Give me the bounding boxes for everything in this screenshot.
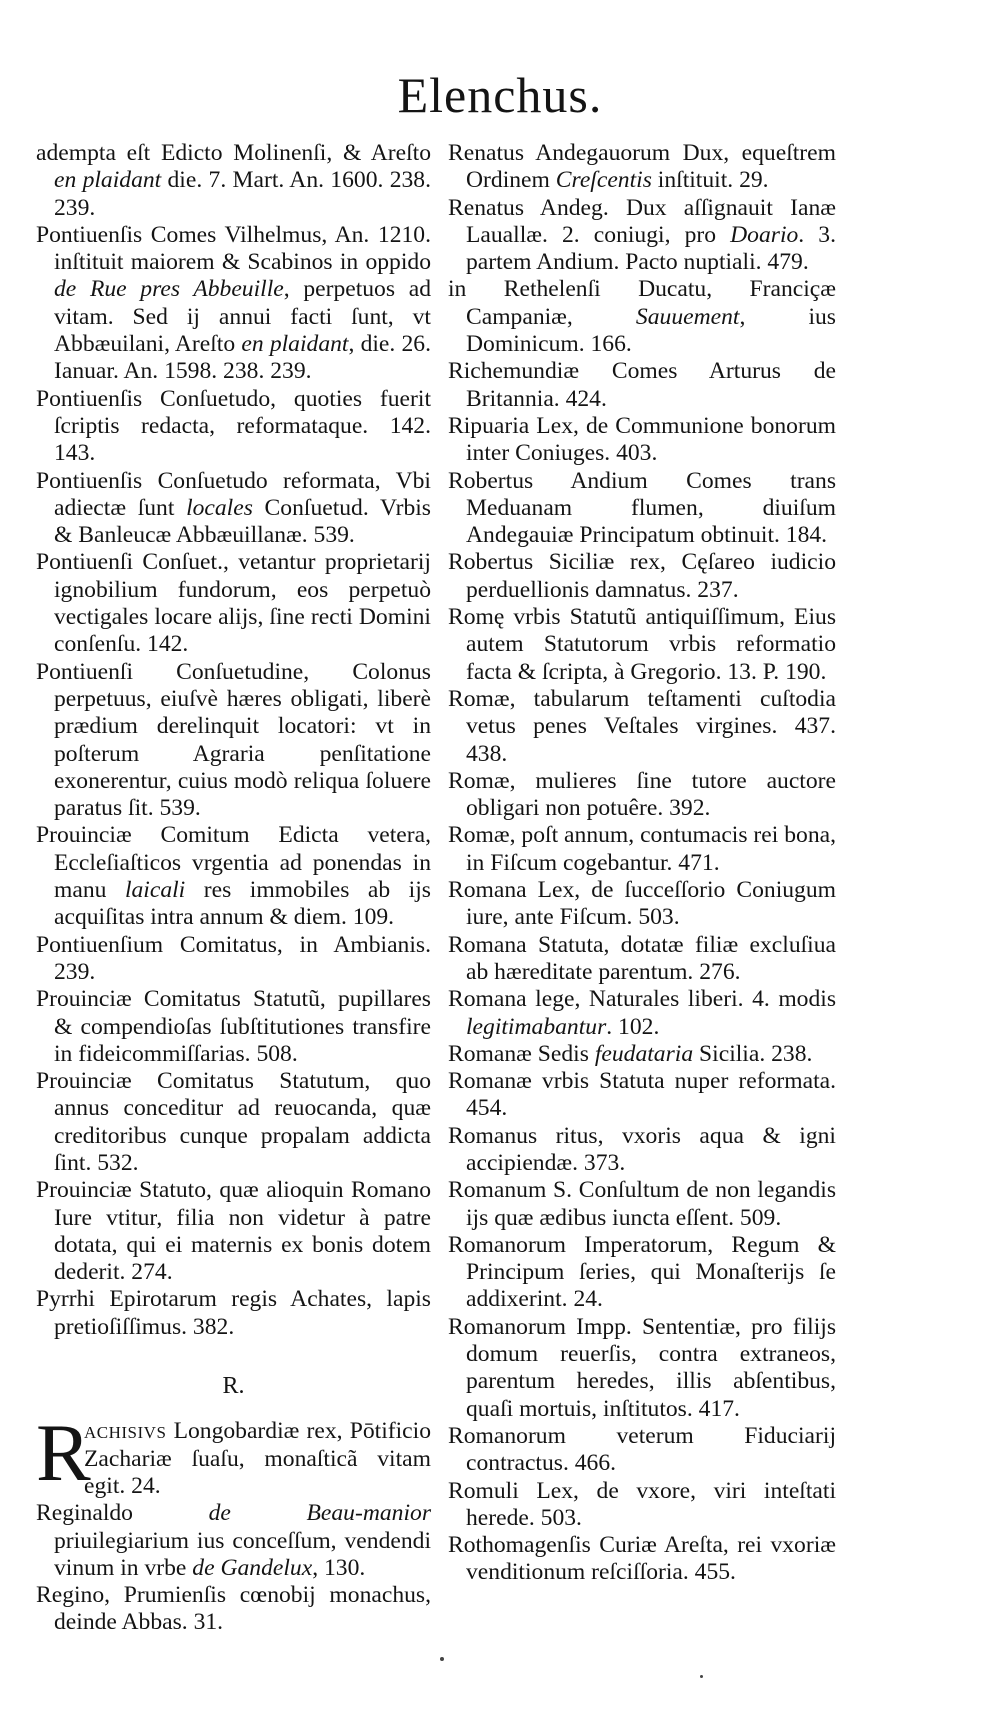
index-entry — [36, 1177, 431, 1286]
index-entry — [448, 1123, 836, 1178]
entry-text: Regino, Prumienſis cœnobij monachus, deinde Abbas. 31. — [36, 1582, 431, 1636]
entry-text: Prouinciæ Statuto, quæ alioquin Romano Iure vtitur, filia non videtur à patre dotata, qui ei maternis ex bonis dotem dederit. 274. — [36, 1177, 431, 1286]
left-column — [36, 140, 431, 1637]
entry-text: Pontiuenſi Conſuetudine, Colonus perpetuus, eiuſvè hæres obligati, liberè prædium derelinquit locatori: vt in poſterum Agraria penſitatione exonerentur, cuius modò reliqua ſoluere paratus ſit. 539. — [36, 658, 431, 822]
entry-text: , 130. — [312, 1554, 366, 1581]
entry-italic-text: laicali — [124, 877, 186, 904]
section-letter: R. — [222, 1373, 245, 1400]
entry-text: Romanæ Sedis — [448, 1040, 595, 1067]
entry-text: Prouinciæ Comitum Edicta vetera, Eccleſiaſticos vrgentia ad ponendas in manu — [36, 822, 431, 904]
entry-text: priuilegiarium ius conceſſum, vendendi vinum in vrbe — [54, 1527, 431, 1581]
entry-italic-text: de Beau-manior — [208, 1500, 431, 1527]
index-entry — [36, 1286, 431, 1341]
entry-italic-text: locales — [186, 494, 253, 521]
entry-text: Romanorum Imperatorum, Regum & Principum ſeries, qui Monaſterijs ſe addixerint. 24. — [448, 1231, 836, 1313]
entry-text: die. 7. Mart. An. 1600. 238. 239. — [54, 167, 431, 221]
entry-text: Ripuaria Lex, de Communione bonorum inter Coniuges. 403. — [448, 412, 836, 467]
index-entry — [36, 1068, 431, 1177]
index-entry — [36, 1582, 431, 1637]
entry-text: Romanorum Impp. Sententiæ, pro filijs domum reuerſis, contra extraneos, parentum heredes, illis abſentibus, quaſi mortuis, inſtitutos. 417. — [448, 1313, 836, 1422]
entry-text: Romana Statuta, dotatæ filiæ excluſiua ab hæreditate parentum. 276. — [448, 931, 836, 985]
index-entry — [36, 932, 431, 987]
entry-italic-text: de Rue pres Abbeuille — [54, 276, 284, 303]
entry-text: Pontiuenſis Conſuetudo reformata, Vbi adiectæ ſunt — [36, 467, 431, 521]
entry-text: Romanus ritus, vxoris aqua & igni accipiendæ. 373. — [448, 1122, 836, 1176]
entry-text: Romuli Lex, de vxore, viri inteſtati herede. 503. — [448, 1477, 836, 1531]
index-entry — [448, 195, 836, 277]
entry-text: Pontiuenſis Conſuetudo, quoties fuerit ſcriptis redacta, reformataque. 142. 143. — [36, 385, 431, 467]
index-entry — [448, 986, 836, 1041]
index-entry — [448, 822, 836, 877]
index-entry — [448, 140, 836, 195]
entry-text: adempta eſt Edicto Molinenſi, & Areſto — [36, 140, 431, 166]
entry-text: Prouinciæ Comitatus Statutũ, pupillares & compendioſas ſubſtitutiones transfire in fideicommiſſarias. 508. — [36, 986, 431, 1067]
entry-text: Romanorum veterum Fiduciarij contractus. 466. — [448, 1422, 836, 1477]
entry-text: Reginaldo — [36, 1500, 209, 1527]
entry-text: inſtituit. 29. — [651, 167, 769, 194]
entry-italic-text: Creſcentis — [555, 167, 652, 194]
ink-speck — [700, 1675, 703, 1678]
index-entry — [448, 932, 836, 987]
index-entry — [36, 986, 431, 1068]
index-entry — [448, 1314, 836, 1423]
entry-text: Romæ, mulieres ſine tutore auctore obligari non potuêre. 392. — [448, 767, 836, 822]
index-entry — [448, 1532, 836, 1587]
entry-text: , ius Dominicum. 166. — [466, 303, 836, 358]
entry-text: . 3. partem Andium. Pacto nuptiali. 479. — [466, 221, 836, 276]
right-column — [448, 140, 836, 1587]
entry-text: Renatus Andeg. Dux aſſignauit Ianæ Lauallæ. 2. coniugi, pro — [448, 194, 836, 248]
entry-text: Sicilia. 238. — [693, 1040, 813, 1067]
index-entry — [448, 1041, 836, 1068]
entry-text: Pontiuenſis Comes Vilhelmus, An. 1210. inſtituit maiorem & Scabinos in oppido — [36, 221, 431, 276]
entry-smallcaps-text: achisivs — [84, 1418, 167, 1445]
index-entry — [448, 358, 836, 413]
index-entry — [448, 468, 836, 550]
index-entry — [448, 1232, 836, 1314]
index-entry — [448, 1068, 836, 1123]
entry-text: Pyrrhi Epirotarum regis Achates, lapis pretioſiſſimus. 382. — [36, 1286, 431, 1340]
entry-text: Prouinciæ Comitatus Statutum, quo annus conceditur ad reuocanda, quæ creditoribus cunque propalam addicta ſint. 532. — [36, 1068, 431, 1176]
entry-text: Romę vrbis Statutũ antiquiſſimum, Eius autem Statutorum vrbis reformatio facta & ſcripta, à Gregorio. 13. P. 190. — [448, 604, 836, 685]
entry-text: , die. 26. Ianuar. An. 1598. 238. 239. — [54, 331, 431, 385]
index-entry — [448, 768, 836, 823]
running-head: Elenchus. — [397, 67, 603, 123]
index-entry — [36, 222, 431, 386]
ink-speck — [440, 1657, 444, 1661]
entry-text: in Rethelenſi Ducatu, Franciçæ Campaniæ, — [448, 276, 836, 330]
entry-text: Pontiuenſium Comitatus, in Ambianis. 239. — [36, 931, 431, 985]
index-entry — [448, 1177, 836, 1232]
entry-text: . 102. — [606, 1013, 660, 1040]
entry-italic-text: Sauuement — [635, 303, 740, 330]
entry-text: Conſuetud. Vrbis & Banleucæ Abbæuillanæ. 539. — [54, 494, 431, 549]
entry-text: Robertus Siciliæ rex, Cęſareo iudicio perduellionis damnatus. 237. — [448, 549, 836, 603]
entry-italic-text: de Gandelux — [192, 1554, 313, 1581]
index-entry — [36, 468, 431, 550]
entry-italic-text: en plaidant — [241, 331, 349, 358]
index-entry — [448, 604, 836, 686]
entry-text: Renatus Andegauorum Dux, equeſtrem Ordinem — [448, 140, 836, 194]
entry-text: Romæ, poſt annum, contumacis rei bona, in Fiſcum cogebantur. 471. — [448, 822, 836, 876]
index-entry — [448, 1478, 836, 1533]
entry-text: Romæ, tabularum teſtamenti cuſtodia vetus penes Veſtales virgines. 437. 438. — [448, 685, 836, 767]
entry-text: Rothomagenſis Curiæ Areſta, rei vxoriæ venditionum reſciſſoria. 455. — [448, 1532, 836, 1586]
index-entry — [448, 276, 836, 358]
entry-text: Romana Lex, de ſucceſſorio Coniugum iure, ante Fiſcum. 503. — [448, 877, 836, 931]
entry-text: Romanum S. Conſultum de non legandis ijs quæ ædibus iuncta eſſent. 509. — [448, 1177, 836, 1231]
index-entry — [36, 140, 431, 222]
index-entry — [36, 659, 431, 823]
index-entry — [448, 877, 836, 932]
entry-italic-text: feudataria — [594, 1040, 694, 1067]
entry-text: , perpetuos ad vitam. Sed ij annui facti ſunt, vt Abbæuilani, Areſto — [54, 276, 431, 358]
entry-text: Pontiuenſi Conſuet., vetantur proprietarij ignobilium fundorum, eos perpetuò vectigales locare alijs, ſine recti Domini conſenſu. 142. — [36, 549, 431, 658]
index-entry — [36, 386, 431, 468]
index-entry — [448, 686, 836, 768]
entry-text: Romanæ vrbis Statuta nuper reformata. 454. — [448, 1068, 836, 1122]
entry-italic-text: legitimabantur — [466, 1013, 607, 1040]
drop-capital: R — [36, 1407, 91, 1499]
index-entry — [36, 549, 431, 658]
entry-text: Richemundiæ Comes Arturus de Britannia. 424. — [448, 358, 836, 412]
index-entry — [36, 822, 431, 931]
index-entry — [448, 1423, 836, 1478]
entry-italic-text: en plaidant — [54, 167, 162, 194]
entry-text: Longobardiæ rex, Pōtificio Zachariæ ſuaſu, monaſticã vitam egit. 24. — [84, 1418, 431, 1499]
index-entry-dropcap — [36, 1407, 431, 1500]
index-entry — [36, 1500, 431, 1582]
entry-text: res immobiles ab ijs acquiſitas intra annum & diem. 109. — [54, 877, 431, 931]
index-entry — [448, 549, 836, 604]
entry-italic-text: Doario — [730, 221, 799, 248]
index-entry — [448, 413, 836, 468]
entry-text: Robertus Andium Comes trans Meduanam flumen, diuiſum Andegauiæ Principatum obtinuit. 184. — [448, 467, 836, 549]
entry-text: Romana lege, Naturales liberi. 4. modis — [448, 986, 836, 1013]
